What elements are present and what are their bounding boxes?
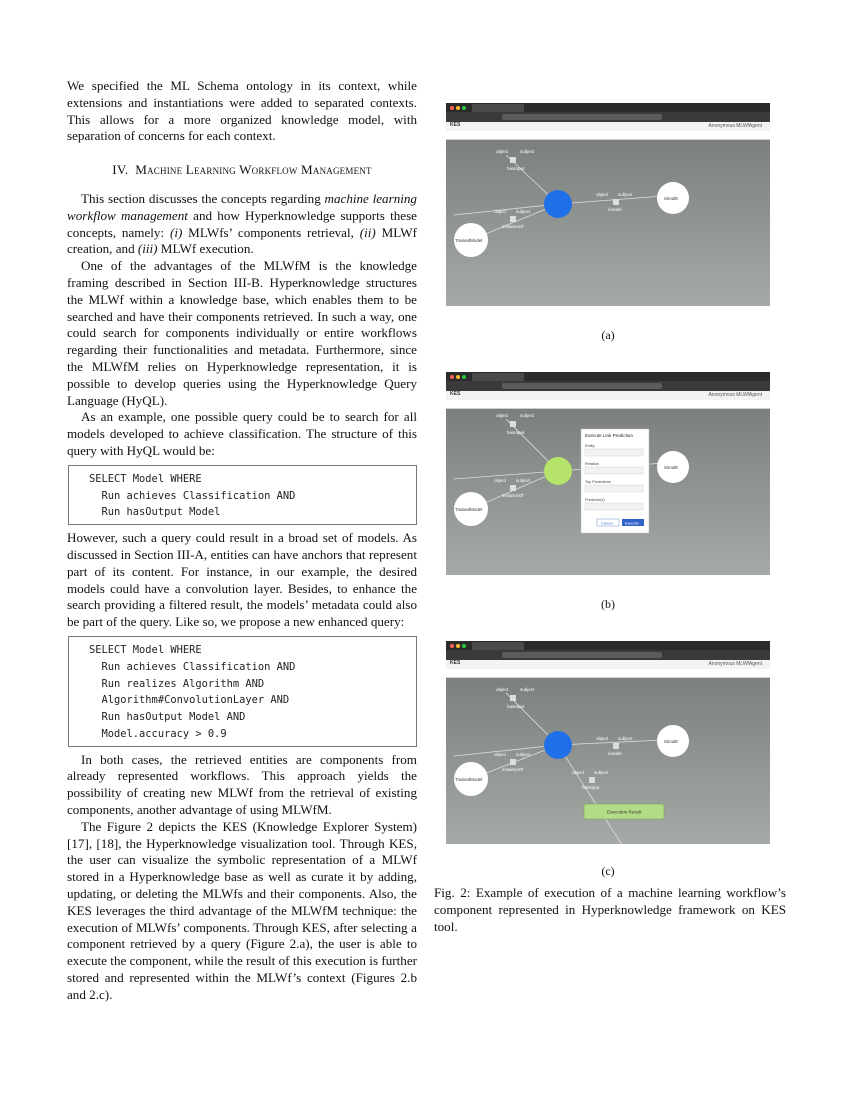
- minimize-dot-icon: [456, 644, 460, 648]
- close-dot-icon: [450, 106, 454, 110]
- subcaption-c: (c): [601, 864, 615, 878]
- predictor-select[interactable]: [585, 503, 643, 510]
- top-predictions-input[interactable]: [585, 485, 643, 492]
- edge-label: subject: [520, 687, 535, 692]
- browser-titlebar: [446, 641, 770, 650]
- text-run: MLWf creation, and: [67, 224, 417, 257]
- code-line: Model.accuracy > 0.9: [89, 727, 227, 740]
- browser-url-bar: [446, 112, 770, 122]
- anchor-square: [510, 759, 516, 765]
- code-line: Run achieves Classification AND: [89, 660, 296, 673]
- node-label: TrainedModel: [455, 507, 483, 512]
- left-column: [67, 78, 417, 1004]
- minimize-dot-icon: [456, 375, 460, 379]
- edge-label: instanceOf: [502, 767, 524, 772]
- field-label: Entity: [585, 444, 595, 448]
- browser-tab: [472, 104, 524, 112]
- edge-label: object: [496, 687, 509, 692]
- subcaption-a: (a): [601, 328, 615, 342]
- dialog-title: Execute Link Prediction: [585, 433, 634, 438]
- edge-label: subject: [618, 192, 633, 197]
- app-title: KES: [450, 122, 461, 128]
- selected-component-node[interactable]: [544, 190, 572, 218]
- edge-label: object: [572, 770, 585, 775]
- anchor-square: [613, 199, 619, 205]
- kes-toolbar: [446, 400, 770, 409]
- edge-label: inorder: [608, 751, 623, 756]
- relation-input[interactable]: [585, 467, 643, 474]
- code-line: Run hasOutput Model AND: [89, 711, 246, 724]
- emphasis: (iii): [137, 241, 158, 257]
- selected-component-node[interactable]: [544, 731, 572, 759]
- node-label: SimulE: [664, 196, 679, 201]
- kes-toolbar: [446, 131, 770, 140]
- edge-label: object: [496, 413, 509, 418]
- query-box-2: [68, 636, 417, 747]
- code-line: Run realizes Algorithm AND: [89, 677, 265, 690]
- anchor-square: [510, 157, 516, 163]
- browser-url-bar: [446, 650, 770, 660]
- edge-label: subject: [520, 149, 535, 154]
- section-title: Machine Learning Workflow Management: [135, 162, 372, 178]
- field-label: Relation: [585, 462, 599, 466]
- url-field: [502, 114, 662, 120]
- text-run: and how Hyperknowledge supports these concepts, namely:: [67, 207, 417, 240]
- emphasis: (i): [169, 224, 183, 240]
- intro-paragraph: We specified the ML Schema ontology in its context, while extensions and instantiations were added to separated contexts. This allows for a more organized knowledge model, with separation of concerns for each context.: [67, 78, 417, 144]
- paragraph-5: In both cases, the retrieved entities are components from already represented workflows. This approach yields the possibility of creating new MLWf from the retrieval of existing components, another advantage of using MLWfM.: [67, 751, 417, 818]
- edge-label: object: [596, 736, 609, 741]
- node-label: SimulE: [664, 739, 679, 744]
- node-label: TrainedModel: [455, 238, 483, 243]
- emphasis: (ii): [359, 224, 376, 240]
- edge-label: object: [596, 192, 609, 197]
- figure-caption: Fig. 2: Example of execution of a machine learning workflow’s component represented in Hyperknowledge framework on KES tool.: [434, 885, 786, 934]
- anchor-square: [510, 695, 516, 701]
- edge-label: instanceOf: [502, 493, 524, 498]
- code-line: Algorithm#ConvolutionLayer AND: [89, 694, 290, 707]
- paragraph-6: The Figure 2 depicts the KES (Knowledge Explorer System) [17], [18], the Hyperknowledge visualization tool. Through KES, the user can visualize the symbolic representation of a MLWf stored in a Hyperknowledge base as well as curate it by adding, updating, or deleting the MLWfs and their components. Also, the KES leverages the third advantage of the MLWfM technique: the execution of MLWfs’ components. Through KES, after selecting a component retrieved by a query (Figure 2.a), the user is able to execute the component, while the result of this execution is further stored and represented within the MLWf’s context (Figures 2.b and 2.c).: [67, 818, 417, 1002]
- execute-label: Execute: [625, 521, 639, 526]
- edge-label: subject: [516, 752, 531, 757]
- screenshot-c: [446, 641, 770, 844]
- emphasis: machine learning workflow management: [67, 190, 417, 223]
- edge-label: hasInput: [507, 704, 525, 709]
- paragraph-2: One of the advantages of the MLWfM is the knowledge framing described in Section III-B. Hyperknowledge structures the MLWf within a knowledge base, which enables them to be searched and have their components retrieved. In such a way, one could search for components individually or entire workflows regarding their functionalities and metadata. Furthermore, since the MLWfM relies on Hyperknowledge representation, it is possible to develop queries using the Hyperknowledge Query Language (HyQL).: [67, 258, 417, 408]
- node-label: TrainedModel: [455, 777, 483, 782]
- anchor-square: [613, 743, 619, 749]
- browser-titlebar: [446, 372, 770, 381]
- graph-svg-b: [446, 409, 770, 575]
- maximize-dot-icon: [462, 644, 466, 648]
- graph-canvas: [446, 678, 770, 844]
- code-line: SELECT Model WHERE: [89, 643, 202, 656]
- browser-titlebar: [446, 103, 770, 112]
- edge-label: hasInput: [507, 166, 525, 171]
- screenshot-b: [446, 372, 770, 575]
- edge-label: subject: [520, 413, 535, 418]
- query-box-1: [68, 465, 417, 525]
- app-title: KES: [450, 660, 461, 666]
- code-line: Run achieves Classification AND: [89, 489, 296, 502]
- field-label: Predictor(s): [585, 498, 605, 502]
- edge: [558, 745, 626, 844]
- screenshot-a: [446, 103, 770, 306]
- edge: [558, 740, 664, 745]
- paragraph-1: [67, 191, 417, 258]
- edge-label: object: [494, 478, 507, 483]
- user-label: Anonymous MLWfAgent: [708, 123, 762, 129]
- code-line: SELECT Model WHERE: [89, 472, 202, 485]
- graph-canvas: [446, 409, 770, 575]
- browser-tab: [472, 642, 524, 650]
- user-label: Anonymous MLWfAgent: [708, 392, 762, 398]
- code-line: Run hasOutput Model: [89, 506, 221, 519]
- user-label: Anonymous MLWfAgent: [708, 661, 762, 667]
- anchor-square: [510, 485, 516, 491]
- edge-label: hasInput: [582, 785, 600, 790]
- selected-component-node[interactable]: [544, 457, 572, 485]
- paragraph-3: As an example, one possible query could be to search for all models developed to achieve classification. The structure of this query with HyQL would be:: [67, 409, 417, 458]
- url-field: [502, 652, 662, 658]
- text-run: MLWf execution.: [157, 241, 254, 257]
- text-run: MLWfs’ components retrieval,: [182, 224, 360, 240]
- edge-label: hasInput: [507, 430, 525, 435]
- graph-svg-c: [446, 678, 770, 844]
- edge-label: object: [496, 149, 509, 154]
- entity-input[interactable]: [585, 449, 643, 456]
- paragraph-4: However, such a query could result in a broad set of models. As discussed in Section III-A, entities can have anchors that represent part of its content. For instance, in our example, the desired models could have a convolution layer. Besides, to enhance the search providing a filtered result, the models’ metadata could also be part of the query. Like so, we propose a new enhanced query:: [67, 530, 417, 630]
- close-dot-icon: [450, 644, 454, 648]
- app-title: KES: [450, 391, 461, 397]
- close-dot-icon: [450, 375, 454, 379]
- maximize-dot-icon: [462, 106, 466, 110]
- section-heading: [67, 162, 417, 179]
- anchor-square: [510, 216, 516, 222]
- edge-label: subject: [618, 736, 633, 741]
- edge: [558, 196, 664, 204]
- subcaption-b: (b): [601, 597, 615, 611]
- browser-url-bar: [446, 381, 770, 391]
- edge-label: object: [494, 209, 507, 214]
- field-label: Top Predictions: [585, 480, 611, 484]
- maximize-dot-icon: [462, 375, 466, 379]
- anchor-square: [510, 421, 516, 427]
- section-number: IV.: [112, 162, 129, 178]
- edge-label: subject: [594, 770, 609, 775]
- minimize-dot-icon: [456, 106, 460, 110]
- edge-label: inorder: [608, 207, 623, 212]
- node-label: SimulE: [664, 465, 679, 470]
- graph-svg-a: [446, 140, 770, 306]
- graph-canvas: [446, 140, 770, 306]
- url-field: [502, 383, 662, 389]
- anchor-square: [589, 777, 595, 783]
- edge-label: object: [494, 752, 507, 757]
- edge-label: instanceOf: [502, 224, 524, 229]
- text-run: This section discusses the concepts regarding: [81, 190, 325, 206]
- edge-label: subject: [516, 209, 531, 214]
- node-label: Execution Result: [607, 809, 642, 815]
- edge-label: subject: [516, 478, 531, 483]
- browser-tab: [472, 373, 524, 381]
- cancel-label: Cancel: [601, 521, 613, 526]
- kes-toolbar: [446, 669, 770, 678]
